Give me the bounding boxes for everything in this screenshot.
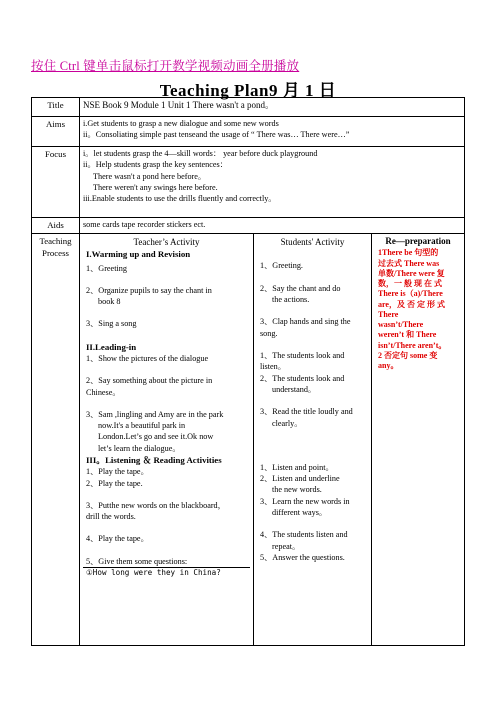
note-line: 过去式 There was bbox=[378, 258, 440, 268]
process-label-line: Teaching bbox=[39, 236, 72, 246]
student-step-cont: understand。 bbox=[272, 384, 317, 394]
note-line: 1There be 句型的 bbox=[378, 248, 439, 258]
aims-line: i.Get students to grasp a new dialogue and some new words bbox=[83, 119, 279, 128]
aims-line: ii。Consoliating simple past tenseand the usage of “ There was… There were…” bbox=[83, 130, 350, 140]
re-preparation-cell bbox=[372, 234, 465, 646]
student-step-cont: repeat。 bbox=[272, 541, 301, 551]
student-step: 3、Read the title loudly and bbox=[260, 407, 353, 417]
section-heading: I.Warming up and Revision bbox=[86, 249, 191, 260]
lesson-plan-table bbox=[31, 97, 465, 646]
row-focus bbox=[32, 147, 465, 218]
note-line: are，及 否 定 形 式 bbox=[378, 299, 445, 309]
focus-line: iii.Enable students to use the drills fluently and correctly。 bbox=[83, 194, 277, 204]
aids-value: some cards tape recorder stickers ect. bbox=[80, 218, 465, 234]
row-title bbox=[32, 98, 465, 117]
note-line: 数，一 般 现 在 式 bbox=[378, 279, 442, 289]
process-label-line: Process bbox=[42, 248, 69, 259]
teacher-step-cont: London.Let’s go and see it.Ok now bbox=[98, 432, 214, 442]
teacher-step: 4、Play the tape。 bbox=[86, 534, 149, 544]
focus-line: i。let students grasp the 4—skill words： year before duck playground bbox=[83, 149, 318, 158]
re-preparation-notes bbox=[378, 248, 458, 371]
note-line: weren’t 和 There bbox=[378, 330, 437, 340]
process-label bbox=[32, 234, 80, 646]
teacher-step-cont: book 8 bbox=[98, 297, 121, 307]
student-step: 2、The students look and bbox=[260, 373, 345, 383]
teacher-step: 5、Give them some questions: bbox=[86, 556, 188, 566]
focus-label: Focus bbox=[32, 147, 80, 218]
aims-value bbox=[80, 117, 465, 147]
student-step-cont: different ways。 bbox=[272, 508, 328, 518]
student-step: 1、Greeting. bbox=[260, 261, 303, 271]
title-value: NSE Book 9 Module 1 Unit 1 There wasn't a pond。 bbox=[80, 98, 465, 117]
teacher-step-cont: now.It's a beautiful park in bbox=[98, 421, 186, 431]
students-activity-heading: Students' Activity bbox=[280, 237, 345, 247]
note-line: any。 bbox=[378, 360, 399, 370]
note-line: wasn’t/There bbox=[378, 320, 424, 330]
teacher-step: 2、Play the tape. bbox=[86, 478, 143, 488]
section-heading: III。Listening ＆ Reading Activities bbox=[86, 455, 222, 466]
teacher-step: 1、Play the tape。 bbox=[86, 467, 149, 477]
student-step: 4、The students listen and bbox=[260, 530, 348, 540]
title-label: Title bbox=[32, 98, 80, 117]
note-line: There is（a)/There bbox=[378, 289, 443, 299]
re-preparation-heading: Re—preparation bbox=[385, 236, 451, 246]
student-step: 2、Listen and underline bbox=[260, 474, 340, 484]
aims-label: Aims bbox=[32, 117, 80, 147]
note-line: 2 否定句 some 变 bbox=[378, 350, 438, 360]
student-step: 1、The students look and bbox=[260, 350, 345, 360]
teacher-step: 3、Sing a song bbox=[86, 319, 137, 329]
student-step: 2、Say the chant and do bbox=[260, 283, 341, 293]
teacher-step-cont: let’s learn the dialogue。 bbox=[98, 443, 181, 453]
teacher-step: 2、Organize pupils to say the chant in bbox=[86, 285, 212, 295]
student-step: 3、Learn the new words in bbox=[260, 496, 350, 506]
page-title: Teaching Plan9 月 1 日 bbox=[159, 81, 337, 100]
student-step-cont: clearly。 bbox=[272, 418, 303, 428]
teacher-step: 1、Show the pictures of the dialogue bbox=[86, 353, 209, 363]
section-heading: II.Leading-in bbox=[86, 341, 137, 352]
teacher-step: 1、Greeting bbox=[86, 263, 127, 273]
note-line: isn’t/There aren’t。 bbox=[378, 340, 447, 350]
teacher-step: 2、Say something about the picture in bbox=[86, 376, 213, 386]
student-step: 1、Listen and point。 bbox=[260, 462, 334, 472]
teacher-step: 3、Sam ,lingling and Amy are in the park bbox=[86, 409, 224, 419]
teacher-step: 3、Putthe new words on the blackboard， bbox=[86, 500, 226, 510]
student-step: 5、Answer the questions. bbox=[260, 553, 345, 563]
row-aids bbox=[32, 218, 465, 234]
video-link[interactable]: 按住 Ctrl 键单击鼠标打开教学视频动画全册播放 bbox=[31, 59, 300, 73]
teacher-activity-heading: Teacher’s Activity bbox=[133, 237, 200, 247]
students-activity-cell bbox=[254, 234, 372, 646]
student-step: 3、Clap hands and sing the bbox=[260, 317, 351, 327]
teacher-step-cont: drill the words. bbox=[86, 512, 136, 522]
aids-label: Aids bbox=[32, 218, 80, 234]
note-line: There bbox=[378, 309, 399, 319]
student-step-cont: song. bbox=[260, 328, 278, 338]
teacher-step-cont: Chinese。 bbox=[86, 387, 121, 397]
student-step-cont: the actions. bbox=[272, 295, 310, 305]
note-line: 单数/There were 复 bbox=[378, 268, 445, 278]
focus-line: ii。Help students grasp the key sentences： bbox=[83, 160, 228, 170]
teacher-activity-cell bbox=[80, 234, 254, 646]
student-step-cont: listen。 bbox=[260, 362, 286, 372]
question-line: ①How long were they in China? bbox=[83, 567, 250, 578]
row-process bbox=[32, 234, 465, 646]
focus-line: There weren't any swings here before. bbox=[93, 182, 218, 192]
student-step-cont: the new words. bbox=[272, 485, 322, 495]
row-aims bbox=[32, 117, 465, 147]
focus-line: There wasn't a pond here before。 bbox=[93, 171, 207, 181]
focus-value bbox=[80, 147, 465, 218]
